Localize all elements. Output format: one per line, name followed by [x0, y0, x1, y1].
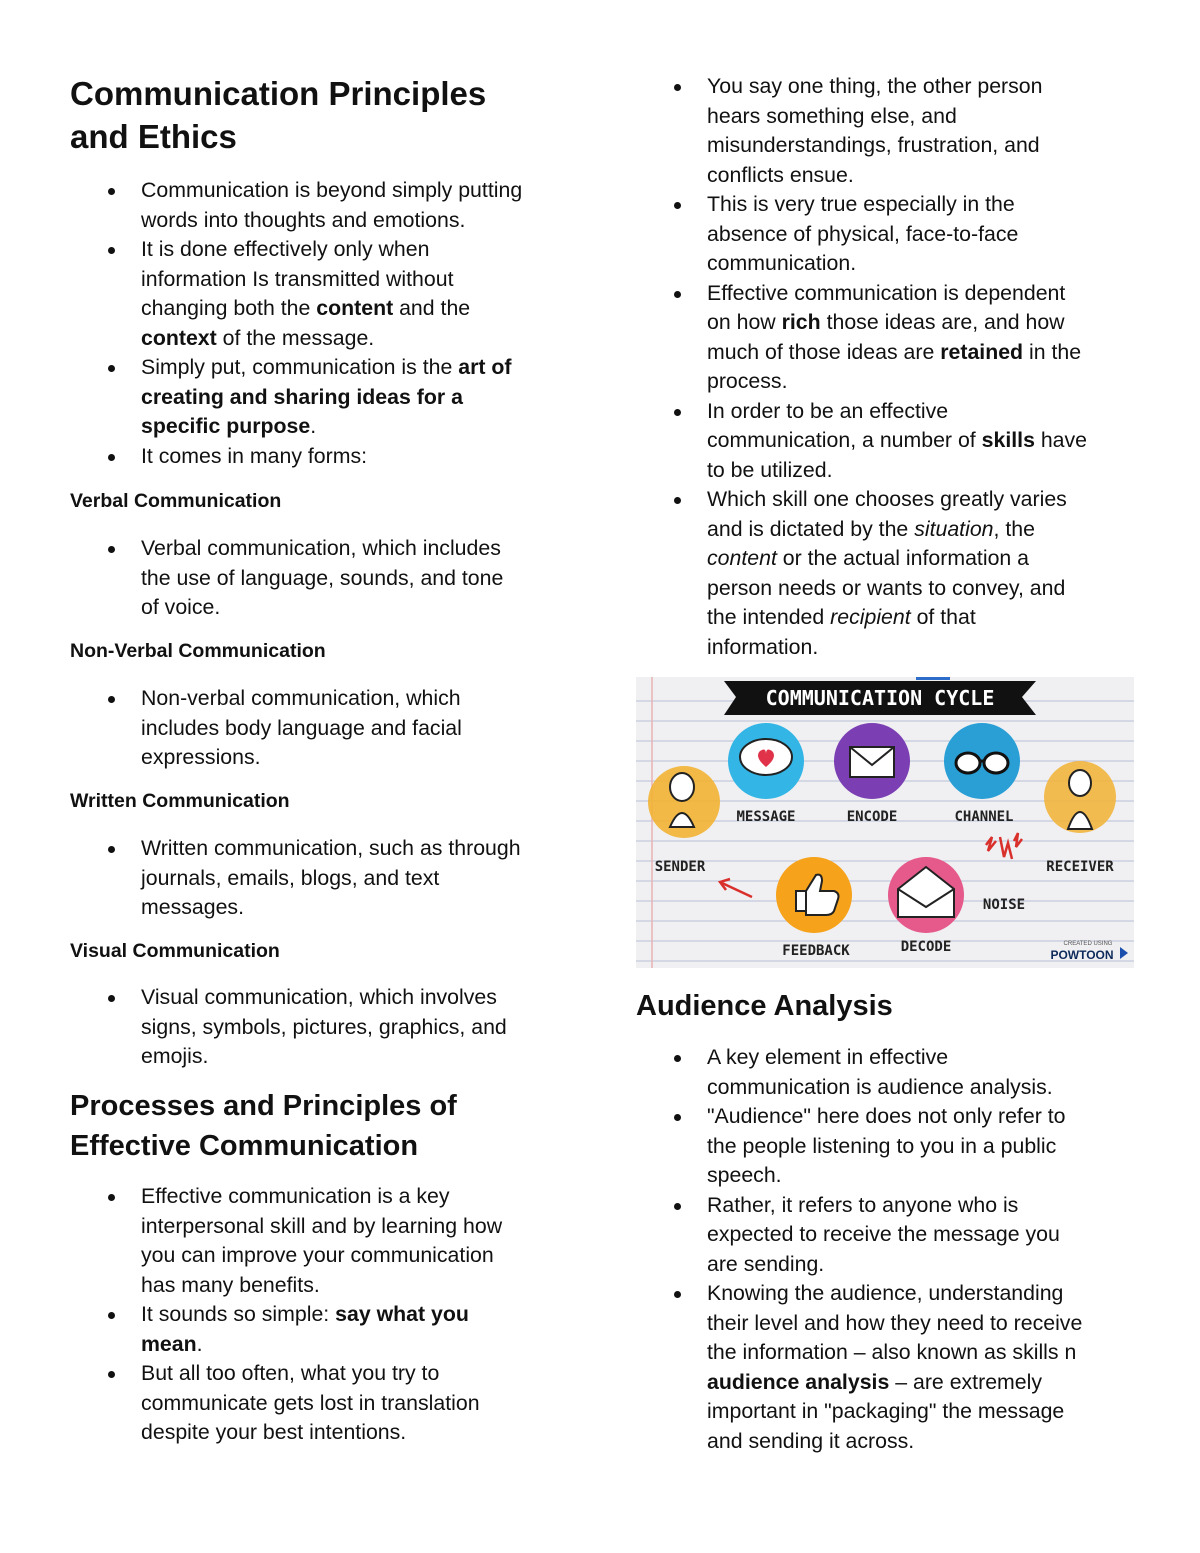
receiver-label: RECEIVER — [1046, 859, 1114, 875]
list-item: It comes in many forms: — [70, 442, 580, 472]
feedback-label: FEEDBACK — [782, 943, 850, 959]
written-bullet-list — [70, 834, 580, 923]
heading-nonverbal-communication: Non-Verbal Communication — [70, 640, 326, 662]
message-label: MESSAGE — [736, 809, 796, 825]
noise-label: NOISE — [982, 897, 1026, 913]
sender-label: SENDER — [654, 859, 706, 875]
list-item: This is very true especially in the absence of physical, face-to-face communication. — [636, 190, 1146, 279]
bullet-icon — [108, 1312, 115, 1319]
heading-written-communication: Written Communication — [70, 790, 290, 812]
list-item: Communication is beyond simply putting words into thoughts and emotions. — [70, 176, 580, 235]
list-item: It is done effectively only when information Is transmitted without changing both the content and the context of the message. — [70, 235, 580, 353]
bullet-icon — [108, 365, 115, 372]
bullet-icon — [108, 546, 115, 553]
list-item: Knowing the audience, understanding their level and how they need to receive the information – also known as skills n audience analysis – are extremely important in "packaging" the message and sending it across. — [636, 1279, 1146, 1456]
intro-bullet-list — [70, 176, 580, 471]
list-item: Written communication, such as through journals, emails, blogs, and text messages. — [70, 834, 580, 923]
bullet-icon — [108, 454, 115, 461]
bullet-icon — [674, 1291, 681, 1298]
list-item: Simply put, communication is the art of creating and sharing ideas for a specific purpose. — [70, 353, 580, 442]
bullet-icon — [674, 1055, 681, 1062]
list-item: Which skill one chooses greatly varies and is dictated by the situation, the content or the actual information a person needs or wants to convey, and the intended recipient of that information. — [636, 485, 1146, 662]
powtoon-badge-brand: POWTOON — [1050, 948, 1114, 962]
bullet-icon — [108, 247, 115, 254]
title-processes-principles: Processes and Principles of Effective Communication — [70, 1090, 457, 1162]
bullet-icon — [674, 291, 681, 298]
audience-bullet-list — [636, 1043, 1146, 1456]
list-item: A key element in effective communication is audience analysis. — [636, 1043, 1146, 1102]
bullet-icon — [674, 409, 681, 416]
bullet-icon — [108, 1194, 115, 1201]
envelope-closed-icon — [850, 747, 894, 777]
verbal-bullet-list — [70, 534, 580, 623]
list-item: Non-verbal communication, which includes body language and facial expressions. — [70, 684, 580, 773]
list-item: You say one thing, the other person hears something else, and misunderstandings, frustration, and conflicts ensue. — [636, 72, 1146, 190]
bullet-icon — [674, 1114, 681, 1121]
bullet-icon — [674, 1203, 681, 1210]
list-item: But all too often, what you try to communicate gets lost in translation despite your best intentions. — [70, 1359, 580, 1448]
cycle-title: COMMUNICATION CYCLE — [765, 686, 995, 710]
bullet-icon — [108, 846, 115, 853]
right-top-bullet-list — [636, 72, 1146, 662]
encode-label: ENCODE — [846, 809, 898, 825]
bullet-icon — [108, 995, 115, 1002]
powtoon-badge-small: CREATED USING — [1063, 941, 1113, 947]
bullet-icon — [674, 497, 681, 504]
list-item: Effective communication is dependent on how rich those ideas are, and how much of those ideas are retained in the process. — [636, 279, 1146, 397]
heading-audience-analysis: Audience Analysis — [636, 990, 893, 1022]
decode-label: DECODE — [900, 939, 952, 955]
nonverbal-bullet-list — [70, 684, 580, 773]
bullet-icon — [108, 1371, 115, 1378]
process-bullet-list — [70, 1182, 580, 1448]
communication-cycle-image — [636, 677, 1134, 968]
bullet-icon — [108, 696, 115, 703]
list-item: "Audience" here does not only refer to the people listening to you in a public speech. — [636, 1102, 1146, 1191]
visual-bullet-list — [70, 983, 580, 1072]
channel-label: CHANNEL — [954, 809, 1014, 825]
speech-bubble-heart-icon — [740, 739, 792, 775]
communication-cycle-illustration — [636, 677, 1134, 968]
list-item: Visual communication, which involves signs, symbols, pictures, graphics, and emojis. — [70, 983, 580, 1072]
title-communication-principles: Communication Principles and Ethics — [70, 75, 487, 155]
bullet-icon — [674, 84, 681, 91]
list-item: In order to be an effective communication, a number of skills have to be utilized. — [636, 397, 1146, 486]
list-item: Effective communication is a key interpersonal skill and by learning how you can improve your communication has many benefits. — [70, 1182, 580, 1300]
list-item: Rather, it refers to anyone who is expected to receive the message you are sending. — [636, 1191, 1146, 1280]
list-item: Verbal communication, which includes the use of language, sounds, and tone of voice. — [70, 534, 580, 623]
bullet-icon — [674, 202, 681, 209]
heading-verbal-communication: Verbal Communication — [70, 490, 282, 512]
list-item: It sounds so simple: say what you mean. — [70, 1300, 580, 1359]
bullet-icon — [108, 188, 115, 195]
heading-visual-communication: Visual Communication — [70, 940, 280, 962]
